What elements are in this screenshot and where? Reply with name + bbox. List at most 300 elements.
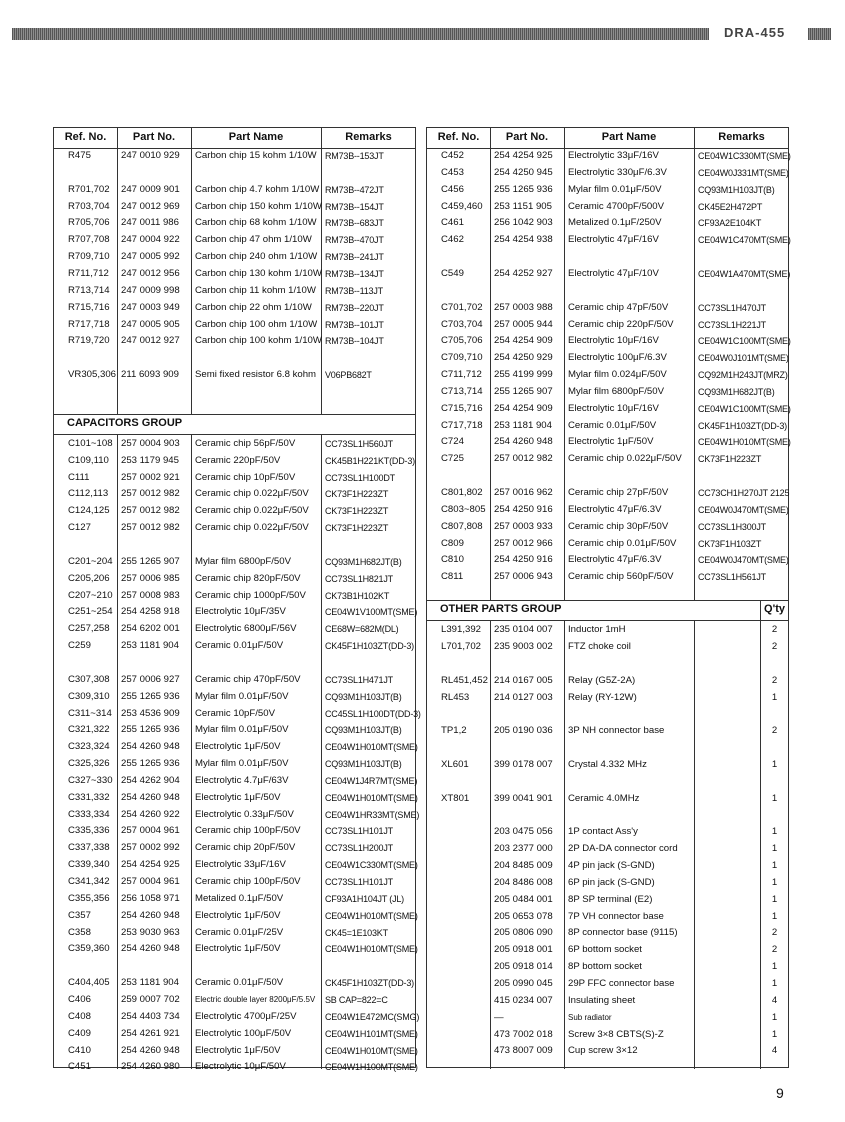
part-name: Electrolytic 0.33μF/50V [195, 808, 294, 820]
ref-no: C325,326 [68, 758, 110, 770]
part-no: 415 0234 007 [494, 994, 553, 1006]
part-name: Mylar film 0.01μF/50V [195, 758, 289, 770]
part-name: Ceramic 0.01μF/50V [568, 419, 657, 431]
part-name: Electrolytic 1μF/50V [195, 791, 281, 803]
remarks: CE04W1C100MT(SME) [698, 403, 791, 414]
quantity: 4 [771, 994, 778, 1006]
part-name: Electrolytic 47μF/16V [568, 234, 659, 246]
quantity: 1 [771, 977, 778, 989]
ref-no: C331,332 [68, 791, 110, 803]
quantity: 2 [771, 640, 778, 652]
remarks: RM73B--241JT [325, 252, 384, 263]
part-name: Ceramic chip 0.022μF/50V [195, 488, 309, 500]
part-no: 247 0010 929 [121, 150, 180, 161]
ref-no: L701,702 [441, 640, 482, 652]
ref-no: R701,702 [68, 183, 110, 195]
ref-no: R719,720 [68, 335, 110, 347]
remarks: CE04W0J470MT(SME) [698, 504, 789, 515]
part-no: 399 0041 901 [494, 792, 553, 804]
remarks: CE04W1H101MT(SME) [325, 1028, 418, 1039]
part-no: 255 1265 936 [121, 690, 180, 702]
part-name: Ceramic chip 0.022μF/50V [568, 453, 682, 465]
remarks: CE04W1J4R7MT(SME) [325, 775, 418, 786]
part-no: 214 0127 003 [494, 691, 553, 703]
part-name: Ceramic chip 10pF/50V [195, 471, 296, 483]
remarks: CC73SL1H471JT [325, 674, 393, 685]
part-no: 205 0484 001 [494, 893, 553, 905]
part-name: Ceramic chip 820pF/50V [195, 572, 301, 584]
part-no: 257 0012 982 [494, 453, 553, 465]
part-name: Ceramic 220pF/50V [195, 454, 281, 466]
part-no: 254 4250 945 [494, 166, 553, 178]
part-no: 247 0012 927 [121, 335, 180, 347]
ref-no: C101~108 [68, 437, 113, 449]
part-no: 257 0004 961 [121, 876, 180, 887]
column-rule [321, 434, 322, 1069]
part-no: 204 8485 009 [494, 860, 553, 871]
part-name: Electrolytic 33μF/16V [568, 150, 659, 161]
part-no: — [494, 1011, 504, 1023]
part-no: 247 0011 986 [121, 217, 179, 229]
remarks: CC73SL1H561JT [698, 572, 766, 583]
part-name: Electrolytic 10μF/16V [568, 402, 659, 414]
quantity: 2 [771, 674, 778, 686]
part-no: 247 0009 901 [121, 183, 180, 195]
part-name: Electrolytic 4700μF/25V [195, 1010, 297, 1022]
ref-no: R707,708 [68, 234, 110, 246]
remarks: CK73F1H223ZT [325, 506, 389, 517]
part-no: 254 4258 918 [121, 606, 180, 618]
ref-no: C461 [441, 217, 464, 229]
part-name: Carbon chip 11 kohm 1/10W [195, 284, 316, 296]
column-header-part: Part No. [132, 131, 176, 143]
part-name: 7P VH connector base [568, 910, 664, 922]
ref-no: C406 [68, 993, 91, 1005]
ref-no: C339,340 [68, 859, 110, 871]
column-header-name: Part Name [228, 131, 284, 143]
part-name: Ceramic chip 220pF/50V [568, 318, 674, 330]
remarks: CF93A1H104JT (JL) [325, 893, 404, 904]
part-name: 6P pin jack (S-GND) [568, 876, 655, 888]
ref-no: C713,714 [441, 385, 483, 397]
right-parts-table [426, 127, 789, 1068]
part-no: 253 1151 905 [494, 200, 552, 212]
remarks: CC73SL1H821JT [325, 573, 393, 584]
remarks: CQ93M1H103JT(B) [325, 691, 402, 702]
part-no: 247 0005 905 [121, 318, 180, 330]
remarks: CK73F1H223ZT [698, 454, 762, 465]
ref-no: C333,334 [68, 808, 110, 820]
part-name: 8P bottom socket [568, 961, 642, 973]
part-name: Ceramic chip 47pF/50V [568, 301, 669, 313]
remarks: CE04W1V100MT(SME) [325, 607, 418, 618]
part-name: Carbon chip 150 kohm 1/10W [195, 200, 322, 212]
remarks: CQ93M1H103JT(B) [325, 759, 402, 770]
part-name: Electrolytic 47μF/6.3V [568, 554, 662, 566]
part-no: 257 0012 982 [121, 522, 180, 534]
part-name: 3P NH connector base [568, 725, 665, 737]
ref-no: C257,258 [68, 623, 110, 635]
ref-no: C409 [68, 1027, 91, 1039]
part-name: Electric double layer 8200μF/5.5V [195, 994, 316, 1004]
ref-no: C357 [68, 909, 91, 921]
column-rule [694, 620, 695, 1069]
part-name: Ceramic 0.01μF/25V [195, 926, 284, 938]
remarks: CE04W1C330MT(SME) [698, 151, 791, 161]
part-name: Electrolytic 1μF/50V [195, 943, 281, 955]
remarks: CK73F1H103ZT [698, 538, 762, 549]
column-rule [117, 128, 118, 414]
group-rule-bottom [54, 434, 415, 435]
part-name: Ceramic chip 0.022μF/50V [195, 505, 309, 517]
remarks: CQ92M1H243JT(MRZ) [698, 370, 788, 381]
quantity: 1 [771, 691, 778, 703]
remarks: CK45B1H221KT(DD-3) [325, 455, 415, 466]
part-no: 205 0918 014 [494, 961, 553, 973]
ref-no: C811 [441, 571, 464, 583]
part-no: 256 1058 971 [121, 892, 180, 904]
remarks: RM73B--683JT [325, 218, 384, 229]
quantity: 2 [771, 927, 778, 939]
quantity: 1 [771, 758, 778, 770]
remarks: CE68W=682M(DL) [325, 624, 399, 635]
remarks: RM73B--470JT [325, 235, 384, 246]
part-no: 247 0012 969 [121, 200, 180, 212]
part-name: Ceramic 0.01μF/50V [195, 977, 284, 989]
part-name: Inductor 1mH [568, 624, 626, 636]
remarks: CK73F1H223ZT [325, 523, 389, 534]
part-no: 254 4250 916 [494, 503, 553, 515]
part-name: Mylar film 6800pF/50V [568, 385, 664, 397]
remarks: CE04W1H010MT(SME) [325, 944, 418, 955]
ref-no: TP1,2 [441, 725, 467, 737]
ref-no: XT801 [441, 792, 470, 804]
ref-no: C112,113 [68, 488, 109, 500]
part-name: 6P bottom socket [568, 944, 642, 956]
ref-no: R705,706 [68, 217, 110, 229]
remarks: CC73SL1H200JT [325, 843, 393, 854]
group-title: CAPACITORS GROUP [67, 416, 183, 429]
header-bar [12, 25, 831, 40]
part-no: 257 0008 983 [121, 589, 180, 601]
ref-no: C359,360 [68, 943, 110, 955]
part-name: 4P pin jack (S-GND) [568, 860, 655, 871]
part-no: 235 9003 002 [494, 640, 553, 652]
remarks: CE04W1C330MT(SME) [325, 860, 418, 871]
qty-header: Q'ty [764, 603, 785, 616]
ref-no: C701,702 [441, 301, 483, 313]
quantity: 1 [771, 1028, 778, 1040]
ref-no: XL601 [441, 758, 469, 770]
ref-no: R709,710 [68, 251, 110, 263]
quantity: 1 [771, 893, 778, 905]
part-name: Carbon chip 68 kohm 1/10W [195, 217, 317, 229]
remarks: CK45F1H103ZT(DD-3) [325, 978, 414, 989]
part-no: 399 0178 007 [494, 758, 553, 770]
part-no: 254 4254 925 [121, 859, 180, 871]
header-rule [54, 148, 415, 149]
remarks: CE04W1A470MT(SME) [698, 268, 791, 279]
part-name: Mylar film 0.024μF/50V [568, 369, 667, 381]
remarks: CE04W1C100MT(SME) [698, 336, 791, 347]
part-name: Electrolytic 1μF/50V [195, 1044, 281, 1056]
part-name: Carbon chip 130 kohm 1/10W [195, 267, 322, 279]
remarks: CC73SL1H470JT [698, 302, 766, 313]
part-no: 257 0012 982 [121, 488, 180, 500]
ref-no: C404,405 [68, 977, 110, 989]
remarks: CK73B1H102KT [325, 590, 390, 601]
ref-no: R475 [68, 150, 91, 161]
part-no: 203 2377 000 [494, 843, 553, 855]
part-no: 257 0006 943 [494, 571, 553, 583]
part-name: Electrolytic 4.7μF/63V [195, 774, 289, 786]
part-name: Electrolytic 1μF/50V [195, 909, 281, 921]
part-name: Electrolytic 100μF/6.3V [568, 352, 667, 364]
column-rule [191, 434, 192, 1069]
quantity: 1 [771, 843, 778, 855]
part-no: 257 0016 962 [494, 487, 553, 498]
ref-no: C801,802 [441, 487, 483, 498]
ref-no: C725 [441, 453, 464, 465]
part-no: 214 0167 005 [494, 674, 553, 686]
remarks: CC73SL1H221JT [698, 319, 766, 330]
ref-no: C307,308 [68, 673, 110, 685]
quantity: 2 [771, 944, 778, 956]
part-name: Electrolytic 1μF/50V [195, 741, 281, 753]
ref-no: C337,338 [68, 842, 110, 854]
part-no: 211 6093 909 [121, 369, 179, 381]
part-no: 255 1265 936 [494, 183, 553, 195]
part-name: Ceramic chip 100pF/50V [195, 876, 301, 887]
ref-no: C323,324 [68, 741, 110, 753]
part-no: 254 4260 948 [121, 909, 180, 921]
ref-no: C462 [441, 234, 464, 246]
remarks: CE04W1E472MC(SMG) [325, 1011, 420, 1022]
part-no: 256 1042 903 [494, 217, 553, 229]
part-no: 473 8007 009 [494, 1045, 553, 1057]
part-no: 259 0007 702 [121, 993, 180, 1005]
part-name: Carbon chip 240 ohm 1/10W [195, 251, 318, 263]
part-name: Sub radiator [568, 1012, 612, 1022]
part-name: Metalized 0.1μF/250V [568, 217, 662, 229]
remarks: V06PB682T [325, 370, 372, 381]
part-no: 254 4260 948 [121, 1044, 180, 1056]
part-name: Carbon chip 100 kohm 1/10W [195, 335, 322, 347]
part-name: Ceramic chip 560pF/50V [568, 571, 674, 583]
remarks: CE04W1H010MT(SME) [698, 437, 791, 448]
part-name: Semi fixed resistor 6.8 kohm [195, 369, 317, 381]
ref-no: C453 [441, 166, 464, 178]
part-name: Mylar film 0.01μF/50V [568, 183, 662, 195]
quantity: 4 [771, 1045, 778, 1057]
ref-no: VR305,306 [68, 369, 117, 381]
part-no: 255 4199 999 [494, 369, 553, 381]
remarks: CC73SL1H100DT [325, 472, 395, 483]
part-no: 254 4260 980 [121, 1061, 180, 1073]
column-rule [490, 620, 491, 1069]
remarks: CE04W1C470MT(SME) [698, 235, 791, 246]
part-name: Ceramic chip 0.022μF/50V [195, 522, 309, 534]
column-rule [564, 620, 565, 1069]
part-no: 255 1265 936 [121, 758, 180, 770]
ref-no: C259 [68, 640, 91, 652]
part-no: 257 0002 992 [121, 842, 180, 854]
quantity: 1 [771, 792, 778, 804]
part-no: 257 0003 933 [494, 520, 553, 532]
part-no: 255 1265 907 [121, 555, 180, 567]
part-no: 254 4254 909 [494, 402, 553, 414]
part-no: 205 0806 090 [494, 927, 553, 939]
quantity: 2 [771, 624, 778, 636]
remarks: CE04W1H010MT(SME) [325, 792, 418, 803]
part-no: 253 9030 963 [121, 926, 180, 938]
quantity: 1 [771, 961, 778, 973]
part-name: Carbon chip 4.7 kohm 1/10W [195, 183, 320, 195]
remarks: CE04W1H010MT(SME) [325, 742, 418, 753]
part-no: 247 0004 922 [121, 234, 180, 246]
remarks: CK45E2H472PT [698, 201, 763, 212]
part-no: 254 4260 948 [121, 943, 180, 955]
ref-no: C452 [441, 150, 464, 161]
part-name: Electrolytic 10μF/35V [195, 606, 286, 618]
remarks: CE04W1H010MT(SME) [325, 1045, 418, 1056]
part-no: 205 0918 001 [494, 944, 553, 956]
part-name: Carbon chip 100 ohm 1/10W [195, 318, 318, 330]
part-name: Ceramic 4.0MHz [568, 792, 640, 804]
part-no: 205 0653 078 [494, 910, 553, 922]
ref-no: C717,718 [441, 419, 483, 431]
part-name: Ceramic chip 27pF/50V [568, 487, 669, 498]
remarks: CK45F1H103ZT(DD-3) [698, 420, 787, 431]
quantity: 1 [771, 910, 778, 922]
remarks: CE04W1H100MT(SME) [325, 1062, 418, 1073]
header-stripe-left [12, 28, 709, 40]
ref-no: RL453 [441, 691, 470, 703]
column-rule [694, 128, 695, 600]
part-no: 257 0012 966 [494, 537, 553, 549]
ref-no: C205,206 [68, 572, 110, 584]
ref-no: C803~805 [441, 503, 486, 515]
column-header-ref: Ref. No. [437, 131, 480, 143]
part-name: Cup screw 3×12 [568, 1045, 638, 1057]
part-name: Ceramic chip 20pF/50V [195, 842, 296, 854]
part-no: 254 4250 916 [494, 554, 553, 566]
part-name: Ceramic chip 470pF/50V [195, 673, 301, 685]
part-name: Crystal 4.332 MHz [568, 758, 647, 770]
part-name: Ceramic chip 1000pF/50V [195, 589, 306, 601]
part-name: Relay (RY-12W) [568, 691, 637, 703]
part-no: 203 0475 056 [494, 826, 553, 838]
ref-no: C451 [68, 1061, 91, 1073]
ref-no: C459,460 [441, 200, 483, 212]
header-rule [427, 148, 788, 149]
part-no: 254 4260 948 [494, 436, 553, 448]
header-stripe-right [808, 28, 831, 40]
part-name: Electrolytic 6800μF/56V [195, 623, 297, 635]
remarks: RM73B--154JT [325, 201, 384, 212]
ref-no: C109,110 [68, 454, 109, 466]
remarks: CK45=1E103KT [325, 927, 388, 938]
ref-no: C711,712 [441, 369, 482, 381]
ref-no: C111 [68, 471, 90, 483]
part-name: 8P connector base (9115) [568, 927, 678, 939]
part-name: Mylar film 0.01μF/50V [195, 690, 289, 702]
remarks: CC73SL1H101JT [325, 877, 393, 887]
page-number: 9 [776, 1085, 784, 1101]
ref-no: R717,718 [68, 318, 110, 330]
remarks: CK73F1H223ZT [325, 489, 389, 500]
ref-no: C335,336 [68, 825, 110, 837]
ref-no: C408 [68, 1010, 91, 1022]
remarks: CE04W1HR33MT(SME) [325, 809, 420, 820]
ref-no: C311~314 [68, 707, 112, 719]
column-header-part: Part No. [505, 131, 549, 143]
group-title: OTHER PARTS GROUP [440, 603, 562, 616]
ref-no: R711,712 [68, 267, 109, 279]
ref-no: C341,342 [68, 876, 110, 887]
quantity: 1 [771, 860, 778, 871]
part-no: 204 8486 008 [494, 876, 553, 888]
remarks: CK45F1H103ZT(DD-3) [325, 641, 414, 652]
part-name: Carbon chip 22 ohm 1/10W [195, 301, 312, 313]
part-name: Ceramic 4700pF/500V [568, 200, 664, 212]
part-name: 29P FFC connector base [568, 977, 675, 989]
column-header-name: Part Name [601, 131, 657, 143]
ref-no: L391,392 [441, 624, 482, 636]
part-no: 257 0004 903 [121, 437, 180, 449]
remarks: RM73B--101JT [325, 319, 384, 330]
remarks: RM73B--220JT [325, 302, 384, 313]
part-name: Electrolytic 10μF/16V [568, 335, 659, 347]
ref-no: C549 [441, 267, 464, 279]
remarks: CC73SL1H560JT [325, 438, 393, 449]
part-no: 254 4403 734 [121, 1010, 180, 1022]
ref-no: C456 [441, 183, 464, 195]
ref-no: C124,125 [68, 505, 110, 517]
part-no: 254 4260 948 [121, 791, 180, 803]
quantity: 1 [771, 826, 778, 838]
quantity: 2 [771, 725, 778, 737]
part-no: 473 7002 018 [494, 1028, 553, 1040]
part-no: 257 0004 961 [121, 825, 180, 837]
part-name: Ceramic chip 30pF/50V [568, 520, 669, 532]
part-no: 253 1181 904 [121, 977, 179, 989]
column-rule [564, 128, 565, 600]
part-name: Relay (G5Z-2A) [568, 674, 636, 686]
part-name: Mylar film 0.01μF/50V [195, 724, 289, 736]
part-no: 253 1181 904 [494, 419, 552, 431]
remarks: CQ93M1H103JT(B) [325, 725, 402, 736]
remarks: CC73SL1H101JT [325, 826, 393, 837]
ref-no: C703,704 [441, 318, 483, 330]
ref-no: R703,704 [68, 200, 110, 212]
part-no: 253 4536 909 [121, 707, 180, 719]
part-no: 254 4250 929 [494, 352, 553, 364]
part-no: 257 0006 927 [121, 673, 180, 685]
remarks: RM73B--113JT [325, 285, 383, 296]
quantity: 1 [771, 876, 778, 888]
part-no: 254 6202 001 [121, 623, 180, 635]
remarks: CC73SL1H300JT [698, 521, 766, 532]
remarks: RM73B--134JT [325, 268, 384, 279]
ref-no: C807,808 [441, 520, 483, 532]
part-name: FTZ choke coil [568, 640, 631, 652]
remarks: CE04W0J470MT(SME) [698, 555, 789, 566]
ref-no: C705,706 [441, 335, 483, 347]
part-no: 253 1181 904 [121, 640, 179, 652]
part-name: Ceramic chip 0.01μF/50V [568, 537, 677, 549]
remarks: CC45SL1H100DT(DD-3) [325, 708, 421, 719]
